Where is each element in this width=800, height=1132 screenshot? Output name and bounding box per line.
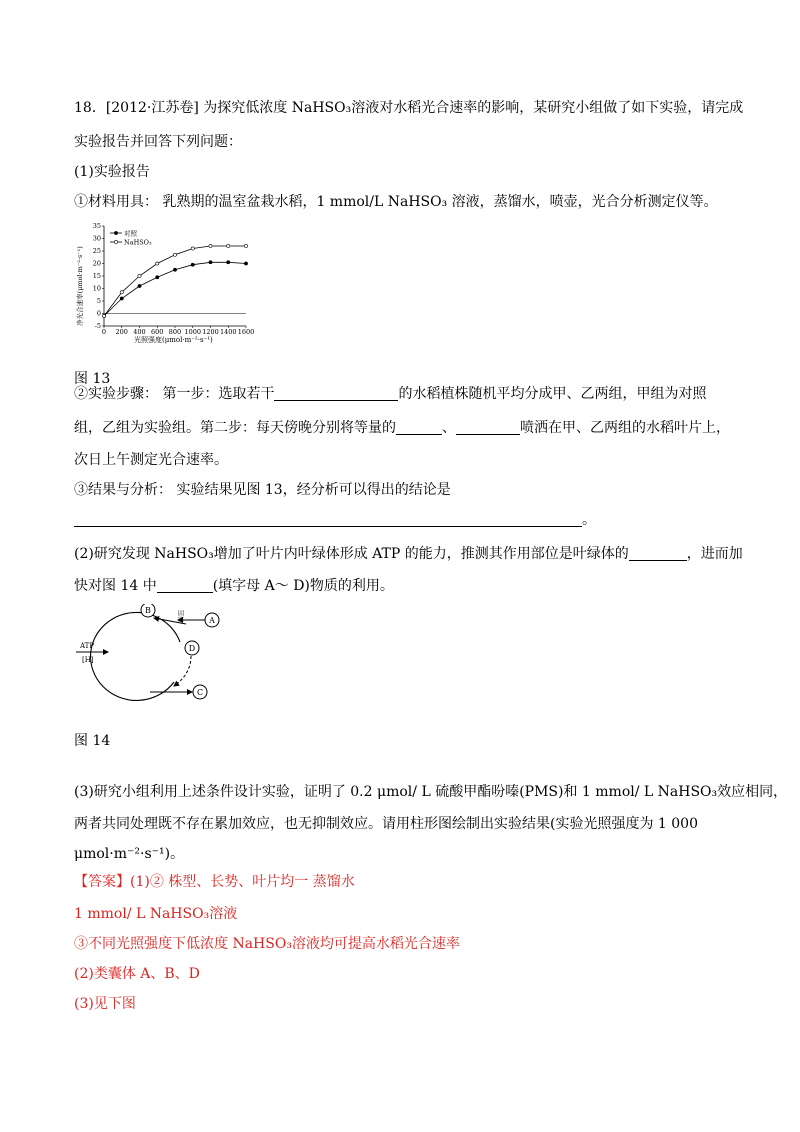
- fig14-diagram: [74, 604, 234, 704]
- data-point: [138, 274, 141, 277]
- node-b-label: B: [145, 606, 151, 615]
- blank-2[interactable]: [396, 420, 442, 435]
- result-line: ③结果与分析： 实验结果见图 13，经分析可以得出的结论是: [74, 482, 451, 498]
- x-tick-label: 800: [168, 328, 182, 336]
- p3-line3: μmol·m⁻²·s⁻¹)。: [74, 846, 185, 862]
- result-blank-line: 。: [74, 510, 596, 530]
- q18-line2: 实验报告并回答下列问题：: [74, 134, 242, 150]
- x-tick-label: 0: [101, 328, 107, 336]
- answer-line3: ③不同光照强度下低浓度 NaHSO₃溶液均可提高水稻光合速率: [74, 936, 460, 952]
- y-tick-label: 25: [92, 247, 101, 255]
- x-tick-label: 200: [115, 328, 128, 336]
- data-point: [156, 276, 159, 279]
- node-a-label: A: [209, 616, 215, 625]
- answer-line4: (2)类囊体 A、B、D: [74, 966, 200, 982]
- step-line-2: 组，乙组为实验组。第二步：每天傍晚分别将等量的 、 喷洒在甲、乙两组的水稻叶片上，: [74, 420, 730, 436]
- blank-3[interactable]: [456, 420, 520, 435]
- data-point: [138, 284, 141, 287]
- cycle-arc: [91, 612, 180, 700]
- x-tick-label: 600: [151, 328, 164, 336]
- data-point: [244, 262, 247, 265]
- y-tick-label: 20: [92, 259, 101, 268]
- y-tick-label: 10: [92, 284, 101, 293]
- node-c-label: C: [196, 688, 204, 697]
- legend-label: 对照: [124, 229, 137, 238]
- data-point: [209, 261, 212, 264]
- y-tick-label: 35: [92, 222, 101, 230]
- y-tick-label: -5: [94, 322, 101, 330]
- data-point: [120, 291, 123, 294]
- y-tick-label: 0: [96, 309, 101, 318]
- atp-label: ATP: [80, 642, 95, 650]
- data-point: [227, 261, 230, 264]
- p1-material: ①材料用具： 乳熟期的温室盆栽水稻，1 mmol/L NaHSO₃ 溶液，蒸馏水，喷壶，光合分析测定仪等。: [74, 194, 718, 210]
- chart-ylabel: 净光合速率(μmol·m⁻²·s⁻¹): [76, 246, 84, 326]
- fixation-label: 固定: [176, 610, 184, 622]
- node-d-label: D: [188, 644, 196, 653]
- step-line-3: 次日上午测定光合速率。: [74, 452, 228, 468]
- fig13-caption: 图 13: [74, 371, 111, 387]
- fig14-caption: 图 14: [74, 733, 111, 749]
- blank-5[interactable]: [629, 546, 687, 561]
- blank-1[interactable]: [274, 386, 398, 401]
- p3-line1: (3)研究小组利用上述条件设计实验，证明了 0.2 μmol/ L 硫酸甲酯吩嗪(PMS)和 1 mmol/ L NaHSO₃效应相同，: [74, 784, 788, 800]
- answer-line1: 【答案】(1)② 株型、长势、叶片均一 蒸馏水: [74, 874, 355, 890]
- q18-line1: 18．[2012·江苏卷] 为探究低浓度 NaHSO₃溶液对水稻光合速率的影响，某研究小组做了如下实验，请完成: [74, 100, 744, 116]
- x-tick-label: 1600: [237, 328, 255, 336]
- legend-marker: [114, 231, 117, 234]
- data-point: [227, 244, 230, 247]
- data-point: [173, 253, 176, 256]
- x-tick-label: 1400: [219, 328, 237, 336]
- y-tick-label: 15: [92, 272, 101, 280]
- answer-line5: (3)见下图: [74, 996, 136, 1012]
- legend-label: NaHSO₃: [124, 238, 152, 247]
- data-point: [244, 244, 247, 247]
- data-point: [191, 263, 194, 266]
- fig13-chart: [74, 220, 274, 344]
- blank-6[interactable]: [157, 578, 213, 593]
- cycle-dashed-arc: [174, 656, 191, 686]
- p3-line2: 两者共同处理既不存在累加效应，也无抑制效应。请用柱形图绘制出实验结果(实验光照强度为 1 000: [74, 816, 698, 832]
- data-point: [209, 244, 212, 247]
- y-tick-label: 30: [92, 234, 101, 243]
- x-tick-label: 400: [133, 328, 146, 336]
- p2-line1: (2)研究发现 NaHSO₃增加了叶片内叶绿体形成 ATP 的能力，推测其作用部位是叶绿体的 ，进而加: [74, 546, 743, 562]
- data-point: [102, 314, 105, 317]
- legend-marker: [114, 240, 117, 243]
- h-label: [H]: [82, 656, 94, 664]
- data-point: [191, 247, 194, 250]
- x-tick-label: 1000: [184, 328, 202, 336]
- data-point: [156, 262, 159, 265]
- x-tick-label: 1200: [202, 328, 219, 336]
- data-point: [120, 297, 123, 300]
- chart-xlabel: 光照强度(μmol·m⁻²·s⁻¹): [134, 336, 213, 344]
- blank-4[interactable]: [74, 512, 582, 527]
- p2-line2: 快对图 14 中 (填字母 A～ D)物质的利用。: [74, 578, 394, 594]
- step-line-1: ②实验步骤： 第一步：选取若干 的水稻植株随机平均分成甲、乙两组，甲组为对照: [74, 386, 707, 402]
- y-tick-label: 5: [96, 297, 101, 305]
- data-point: [173, 268, 176, 271]
- answer-line2: 1 mmol/ L NaHSO₃溶液: [74, 906, 238, 922]
- p1-heading: (1)实验报告: [74, 164, 150, 180]
